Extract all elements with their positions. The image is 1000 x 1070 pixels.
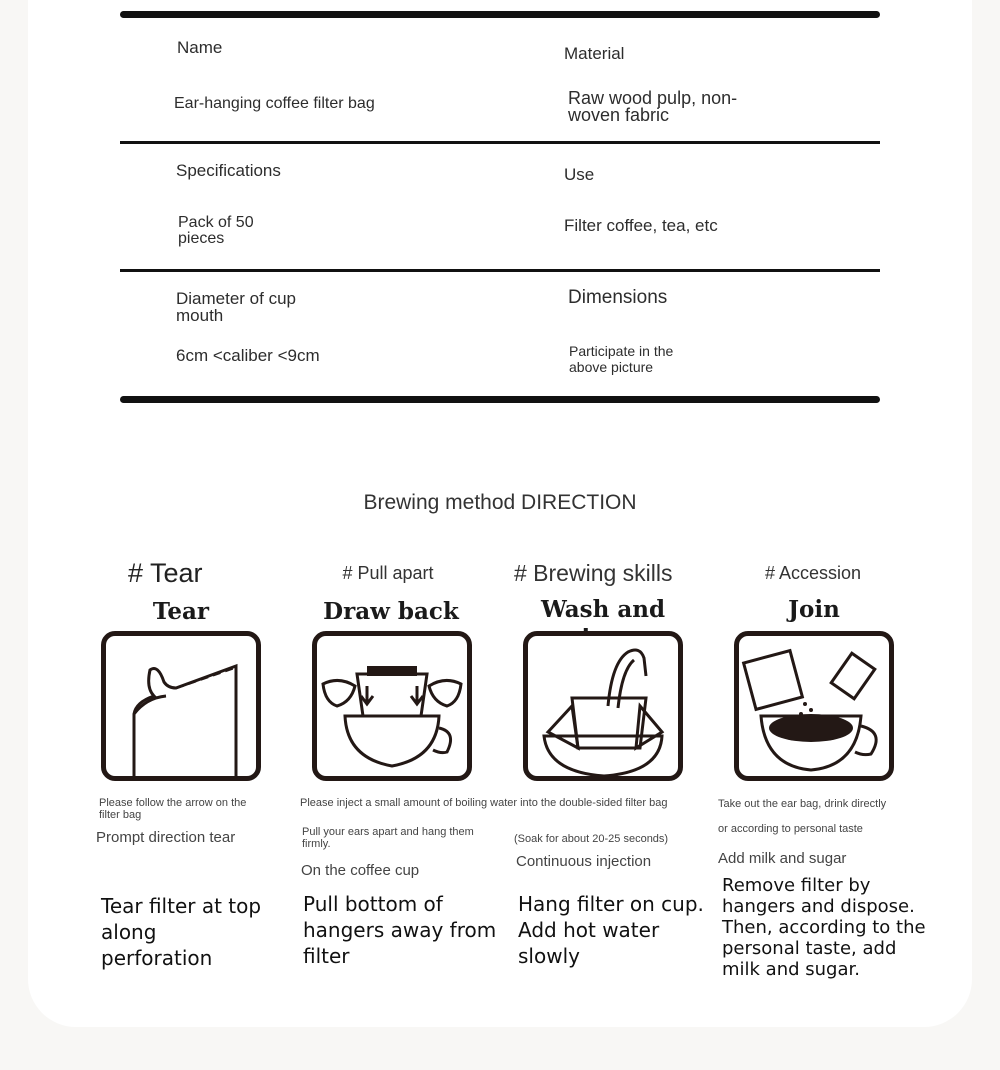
- dimensions-label: Dimensions: [568, 287, 668, 308]
- step2-description: Pull bottom of hangers away from filter: [303, 892, 497, 968]
- step2-serif-title: Draw back: [323, 598, 459, 625]
- material-label: Material: [564, 44, 625, 63]
- step3-serif-title: Wash and: [540, 596, 666, 623]
- step4-hash-title: # Accession: [764, 563, 862, 583]
- specifications-label: Specifications: [176, 161, 281, 180]
- step2-sub-note: Pull your ears apart and hang them firmly.: [302, 826, 474, 850]
- name-value: Ear-hanging coffee filter bag: [174, 95, 375, 112]
- pour-water-icon: [523, 631, 683, 781]
- use-value: Filter coffee, tea, etc: [564, 216, 718, 235]
- brewing-title: Brewing method DIRECTION: [363, 491, 637, 514]
- step1-description: Tear filter at top along perforation: [101, 894, 262, 970]
- material-value: Raw wood pulp, non-woven fabric: [568, 88, 738, 125]
- step4-tiny-note: Take out the ear bag, drink directly: [718, 798, 887, 810]
- step1-serif-title: Tear: [152, 598, 210, 625]
- table-row-rule-2: [120, 269, 880, 272]
- step3-tiny-note: (Soak for about 20-25 seconds): [514, 833, 669, 845]
- step3-sub-note: Continuous injection: [516, 853, 652, 870]
- use-label: Use: [564, 165, 595, 184]
- diameter-label: Diameter of cup mouth: [176, 289, 296, 325]
- step4-tiny-note-2: or according to personal taste: [718, 823, 863, 835]
- table-top-rule: [120, 11, 880, 18]
- step4-serif-title: Join: [788, 596, 840, 623]
- step3-description: Hang filter on cup. Add hot water slowly: [518, 892, 704, 968]
- step2-tiny-note: Please inject a small amount of boiling water into the double-sided filter bag: [300, 797, 668, 809]
- step1-sub-note: Prompt direction tear: [96, 829, 236, 846]
- step4-sub-note: Add milk and sugar: [718, 850, 847, 867]
- step3-hash-title: # Brewing skills: [514, 560, 673, 586]
- add-milk-sugar-icon: [734, 631, 894, 781]
- tear-bag-icon: [101, 631, 261, 781]
- step2-hash-title: # Pull apart: [342, 563, 434, 583]
- pull-apart-icon: [312, 631, 472, 781]
- specifications-value: Pack of 50 pieces: [178, 214, 254, 247]
- step1-hash-title: # Tear: [128, 558, 203, 588]
- step4-description: Remove filter by hangers and dispose. Then, according to the personal taste, add milk and sugar.: [722, 875, 926, 980]
- step2-extra-note: On the coffee cup: [301, 862, 420, 879]
- diameter-value: 6cm <caliber <9cm: [176, 346, 320, 365]
- name-label: Name: [177, 38, 223, 57]
- table-row-rule-1: [120, 141, 880, 144]
- dimensions-value: Participate in the above picture: [569, 343, 674, 375]
- table-bottom-rule: [120, 396, 880, 403]
- step1-tiny-note: Please follow the arrow on the filter bag: [99, 797, 247, 821]
